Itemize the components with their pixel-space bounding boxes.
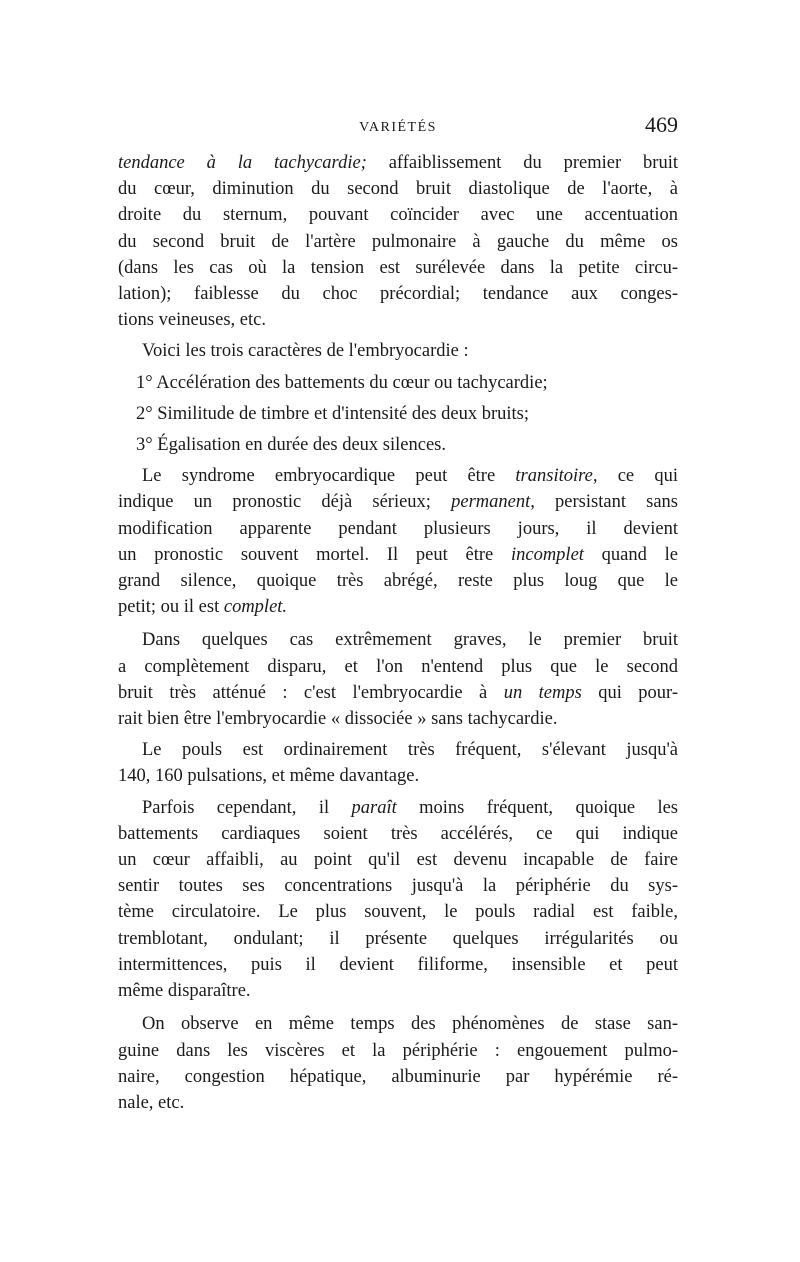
paragraph bbox=[118, 627, 678, 732]
text-run: intermittences, puis il devient filiforme, insensible et peut bbox=[118, 954, 678, 975]
italic-text: tendance à la tachycardie; bbox=[118, 153, 367, 173]
text-line bbox=[118, 176, 678, 202]
text-line bbox=[118, 763, 678, 789]
text-line bbox=[118, 568, 678, 594]
paragraph bbox=[118, 401, 678, 427]
paragraph bbox=[118, 150, 678, 333]
italic-text: complet. bbox=[223, 597, 288, 618]
text-line bbox=[118, 202, 678, 228]
text-line bbox=[118, 737, 678, 763]
body-text bbox=[118, 150, 678, 1116]
italic-text: un temps bbox=[503, 682, 582, 703]
text-run: lation); faiblesse du choc précordial; tendance aux conges- bbox=[118, 284, 678, 305]
text-line bbox=[118, 680, 678, 706]
text-line bbox=[118, 463, 678, 489]
text-run: Parfois cependant, il bbox=[142, 797, 352, 818]
italic-text: paraît bbox=[351, 797, 397, 818]
text-line bbox=[118, 1038, 678, 1064]
text-run: un cœur affaibli, au point qu'il est devenu incapable de faire bbox=[118, 850, 678, 871]
paragraph bbox=[118, 737, 678, 789]
text-run: battements cardiaques soient très accélérés, ce qui indique bbox=[118, 823, 678, 844]
text-run: persistant sans bbox=[534, 492, 678, 513]
text-line bbox=[118, 926, 678, 952]
text-run: bruit très atténué : c'est l'embryocardie à bbox=[118, 682, 504, 703]
text-line bbox=[118, 1064, 678, 1090]
text-run: 1° Accélération des battements du cœur ou tachycardie; bbox=[136, 372, 548, 393]
text-line bbox=[118, 847, 678, 873]
running-title: VARIÉTÉS bbox=[359, 120, 437, 135]
paragraph bbox=[118, 795, 678, 1005]
text-line bbox=[118, 432, 678, 458]
text-line bbox=[118, 654, 678, 680]
text-run: Le pouls est ordinairement très fréquent, s'élevant jusqu'à bbox=[142, 740, 678, 761]
text-line bbox=[118, 401, 678, 427]
text-run: grand silence, quoique très abrégé, reste plus loug que le bbox=[118, 571, 678, 592]
text-line bbox=[118, 255, 678, 281]
text-run: tions veineuses, etc. bbox=[118, 310, 266, 331]
text-run: moins fréquent, quoique les bbox=[396, 797, 678, 818]
text-line bbox=[118, 1011, 678, 1037]
text-line bbox=[118, 229, 678, 255]
text-run: Dans quelques cas extrêmement graves, le premier bruit bbox=[142, 630, 678, 651]
text-run: Le syndrome embryocardique peut être bbox=[142, 466, 516, 487]
italic-text: permanent, bbox=[451, 492, 535, 513]
italic-text: incomplet bbox=[510, 544, 584, 565]
text-line bbox=[118, 307, 678, 333]
text-run: droite du sternum, pouvant coïncider avec une accentuation bbox=[118, 205, 678, 226]
text-run: (dans les cas où la tension est surélevée dans la petite circu- bbox=[118, 257, 678, 278]
text-run: sentir toutes ses concentrations jusqu'à la périphérie du sys- bbox=[118, 876, 678, 897]
text-line bbox=[118, 795, 678, 821]
text-run: 3° Égalisation en durée des deux silences. bbox=[136, 435, 446, 456]
paragraph bbox=[118, 432, 678, 458]
text-line bbox=[118, 1090, 678, 1116]
text-line bbox=[118, 594, 678, 620]
paragraph bbox=[118, 1011, 678, 1116]
text-line bbox=[118, 281, 678, 307]
text-line bbox=[118, 542, 678, 568]
text-run: 140, 160 pulsations, et même davantage. bbox=[118, 766, 420, 787]
text-run: guine dans les viscères et la périphérie : engouement pulmo- bbox=[118, 1040, 678, 1061]
text-run: modification apparente pendant plusieurs jours, il devient bbox=[118, 518, 678, 539]
text-line bbox=[118, 516, 678, 542]
text-run: rait bien être l'embryocardie « dissociée » sans tachycardie. bbox=[118, 709, 558, 730]
text-line bbox=[118, 821, 678, 847]
text-run: un pronostic souvent mortel. Il peut être bbox=[118, 544, 511, 565]
text-line bbox=[118, 150, 678, 176]
paragraph bbox=[118, 463, 678, 620]
text-line bbox=[118, 338, 678, 364]
text-run: tème circulatoire. Le plus souvent, le pouls radial est faible, bbox=[118, 902, 678, 923]
text-run: a complètement disparu, et l'on n'entend plus que le second bbox=[118, 656, 678, 677]
text-line bbox=[118, 489, 678, 515]
text-run: nale, etc. bbox=[118, 1092, 185, 1113]
text-run: qui pour- bbox=[581, 682, 678, 703]
text-run: tremblotant, ondulant; il présente quelques irrégularités ou bbox=[118, 928, 678, 949]
text-run: 2° Similitude de timbre et d'intensité des deux bruits; bbox=[136, 403, 530, 424]
text-run: naire, congestion hépatique, albuminurie par hypérémie ré- bbox=[118, 1066, 678, 1087]
text-run: On observe en même temps des phénomènes de stase san- bbox=[142, 1014, 678, 1035]
text-run: ce qui bbox=[597, 466, 678, 487]
paragraph bbox=[118, 370, 678, 396]
text-run: du second bruit de l'artère pulmonaire à gauche du même os bbox=[118, 231, 678, 252]
text-line bbox=[118, 978, 678, 1004]
text-run: indique un pronostic déjà sérieux; bbox=[118, 492, 452, 513]
text-run: quand le bbox=[583, 544, 678, 565]
text-line bbox=[118, 627, 678, 653]
text-run: Voici les trois caractères de l'embryocardie : bbox=[142, 341, 469, 362]
text-line bbox=[118, 706, 678, 732]
text-run: même disparaître. bbox=[118, 981, 251, 1002]
page-number: 469 bbox=[645, 112, 678, 137]
paragraph bbox=[118, 338, 678, 364]
text-line bbox=[118, 370, 678, 396]
running-head bbox=[118, 112, 678, 142]
text-run: affaiblissement du premier bruit bbox=[366, 153, 678, 173]
text-line bbox=[118, 899, 678, 925]
italic-text: transitoire, bbox=[515, 466, 598, 487]
text-line bbox=[118, 952, 678, 978]
text-run: petit; ou il est bbox=[118, 597, 224, 618]
text-run: du cœur, diminution du second bruit diastolique de l'aorte, à bbox=[118, 179, 678, 200]
text-line bbox=[118, 873, 678, 899]
